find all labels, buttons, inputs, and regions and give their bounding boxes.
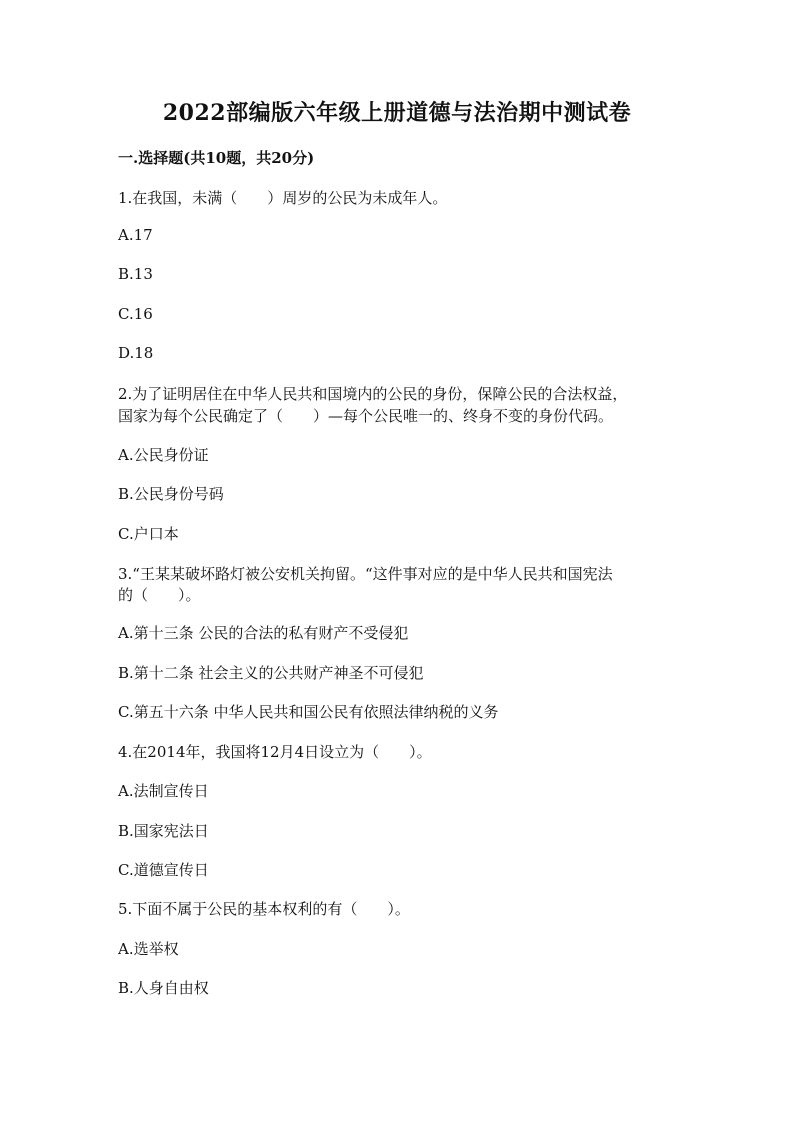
section-heading: 一.选择题(共10题，共20分): [118, 149, 315, 167]
question-2-stem-line-1: 2.为了证明居住在中华人民共和国境内的公民的身份，保障公民的合法权益，: [118, 385, 628, 403]
question-4-option-c: C.道德宣传日: [118, 861, 209, 879]
question-1-option-c: C.16: [118, 305, 153, 323]
question-4-option-a: A.法制宣传日: [118, 782, 209, 800]
question-5-stem: 5.下面不属于公民的基本权利的有（ ）。: [118, 900, 410, 918]
question-1-option-b: B.13: [118, 265, 153, 283]
question-1-option-d: D.18: [118, 344, 154, 362]
question-2-stem-line-2: 国家为每个公民确定了（ ）—每个公民唯一的、终身不变的身份代码。: [118, 407, 614, 425]
question-2-option-c: C.户口本: [118, 525, 179, 543]
question-1-stem: 1.在我国，未满（ ）周岁的公民为未成年人。: [118, 189, 448, 207]
question-3-stem-line-2: 的（ ）。: [118, 586, 201, 604]
question-2-option-b: B.公民身份号码: [118, 485, 224, 503]
question-4-stem: 4.在2014年，我国将12月4日设立为（ ）。: [118, 743, 432, 761]
question-5-option-a: A.选举权: [118, 940, 179, 958]
question-3-option-b: B.第十二条 社会主义的公共财产神圣不可侵犯: [118, 664, 424, 682]
question-3-stem-line-1: 3.“王某某破坏路灯被公安机关拘留。“这件事对应的是中华人民共和国宪法: [118, 565, 613, 583]
question-5-option-b: B.人身自由权: [118, 979, 209, 997]
question-4-option-b: B.国家宪法日: [118, 822, 209, 840]
question-1-option-a: A.17: [118, 226, 153, 244]
question-3-option-a: A.第十三条 公民的合法的私有财产不受侵犯: [118, 624, 409, 642]
question-3-option-c: C.第五十六条 中华人民共和国公民有依照法律纳税的义务: [118, 703, 499, 721]
page-title: 2022部编版六年级上册道德与法治期中测试卷: [162, 100, 632, 126]
question-2-option-a: A.公民身份证: [118, 446, 209, 464]
